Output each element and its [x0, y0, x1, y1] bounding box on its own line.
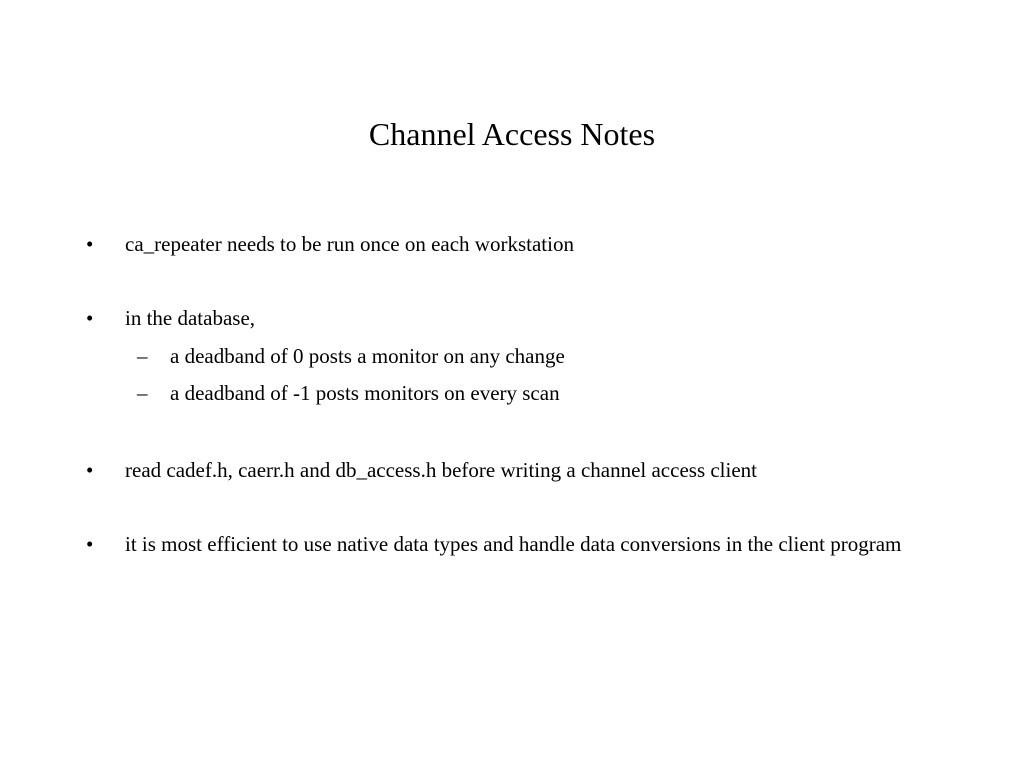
bullet-text: in the database, [125, 306, 256, 330]
bullet-marker: • [86, 232, 94, 256]
bullet-marker: • [86, 532, 94, 556]
bullet-text: it is most efficient to use native data types and handle data conversions in the client program [125, 532, 902, 556]
sub-bullet-text: a deadband of -1 posts monitors on every scan [170, 381, 560, 405]
bullet-item [0, 302, 1024, 412]
slide-title: Channel Access Notes [368, 116, 656, 152]
sub-bullet-marker: – [137, 344, 148, 368]
bullet-text: ca_repeater needs to be run once on each workstation [125, 232, 574, 256]
bullet-item [0, 528, 1024, 560]
bullet-item [0, 228, 1024, 260]
sub-bullet-item [125, 338, 934, 375]
sub-bullet-list [125, 338, 934, 412]
bullet-text: read cadef.h, caerr.h and db_access.h before writing a channel access client [125, 458, 758, 482]
bullet-marker: • [86, 458, 94, 482]
bullet-marker: • [86, 306, 94, 330]
bullet-item [0, 454, 1024, 486]
sub-bullet-text: a deadband of 0 posts a monitor on any change [170, 344, 565, 368]
sub-bullet-marker: – [137, 381, 148, 405]
bullet-list [0, 228, 1024, 602]
sub-bullet-item [125, 375, 934, 412]
